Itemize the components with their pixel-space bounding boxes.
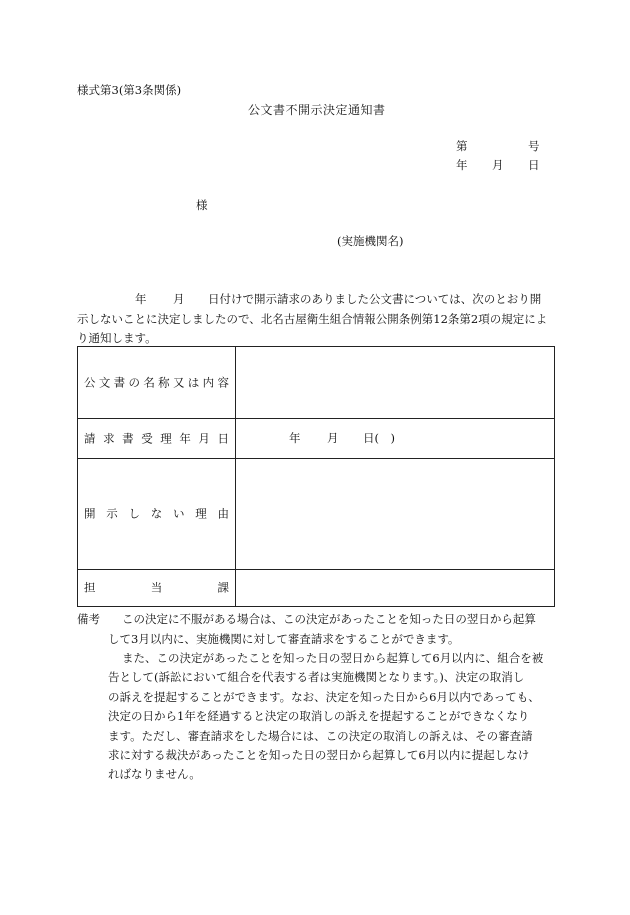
label-char: は bbox=[187, 374, 200, 389]
label-char: 求 bbox=[103, 430, 115, 445]
remarks-line: この決定に不服がある場合は、この決定があったことを知った日の翌日から起算 bbox=[122, 612, 536, 626]
label-char: 容 bbox=[217, 374, 229, 389]
table-value-receipt-date bbox=[236, 419, 554, 458]
label-char: 担 bbox=[84, 580, 96, 595]
label-char: 由 bbox=[217, 506, 229, 521]
remarks-label: 備考 bbox=[77, 612, 100, 626]
table-row-department bbox=[78, 569, 554, 606]
remarks-line: ればなりません。 bbox=[108, 767, 201, 781]
body-request-month: 月 bbox=[173, 292, 185, 306]
table-value-department bbox=[236, 570, 554, 606]
issue-date-day: 日 bbox=[528, 158, 540, 172]
table-value-document-name bbox=[236, 347, 554, 418]
label-char: 示 bbox=[106, 506, 118, 521]
remarks-line: して3月以内に、実施機関に対して審査請求をすることができます。 bbox=[108, 632, 460, 646]
decision-info-table bbox=[77, 346, 555, 607]
remarks-line: の訴えを提起することができます。なお、決定を知った日から6月以内であっても、 bbox=[108, 690, 540, 704]
label-char: し bbox=[128, 506, 140, 521]
label-char: 内 bbox=[202, 374, 215, 389]
label-char: 書 bbox=[122, 430, 134, 445]
document-title: 公文書不開示決定通知書 bbox=[248, 103, 386, 117]
label-char: 当 bbox=[150, 580, 163, 595]
receipt-month: 月 bbox=[327, 430, 339, 445]
label-char: の bbox=[128, 374, 140, 389]
addressee-honorific: 様 bbox=[196, 198, 208, 212]
label-char: 名 bbox=[143, 374, 155, 389]
label-char: い bbox=[173, 506, 185, 521]
remarks-line: ます。ただし、審査請求をした場合には、この決定の取消しの訴えは、その審査請 bbox=[108, 729, 533, 743]
table-value-reason bbox=[236, 459, 554, 569]
remarks-line: 決定の日から1年を経過すると決定の取消しの訴えを提起することができなくなり bbox=[108, 709, 530, 723]
table-label-reason bbox=[78, 459, 236, 569]
table-label-department bbox=[78, 570, 236, 606]
label-chars bbox=[84, 430, 229, 445]
label-char: 課 bbox=[217, 580, 229, 595]
table-row-document-name bbox=[78, 347, 554, 418]
remarks-line: 告として(訴訟において組合を代表する者は実施機関となります。)、決定の取消し bbox=[108, 670, 525, 684]
label-char: 年 bbox=[179, 430, 191, 445]
agency-name: (実施機関名) bbox=[337, 234, 404, 248]
label-char: 又 bbox=[172, 374, 185, 389]
issue-date-year: 年 bbox=[456, 158, 468, 172]
reference-gou: 号 bbox=[528, 139, 540, 153]
label-char: 書 bbox=[113, 374, 126, 389]
receipt-year: 年 bbox=[289, 430, 301, 445]
reference-dai: 第 bbox=[456, 139, 468, 153]
table-label-document-name bbox=[78, 347, 236, 418]
receipt-day: 日( ) bbox=[363, 430, 395, 445]
remarks-line: また、この決定があったことを知った日の翌日から起算して6月以内に、組合を被 bbox=[122, 651, 544, 665]
label-char: 公 bbox=[84, 374, 96, 389]
label-char: 受 bbox=[141, 430, 153, 445]
label-char: 月 bbox=[198, 430, 210, 445]
body-line-2: 示しないことに決定しましたので、北名古屋衛生組合情報公開条例第12条第2項の規定によ bbox=[77, 312, 548, 326]
form-number: 様式第3(第3条関係) bbox=[77, 83, 182, 97]
table-row-reason bbox=[78, 458, 554, 569]
label-char: な bbox=[150, 506, 163, 521]
label-chars bbox=[84, 508, 229, 520]
body-line-1-text: 日付けで開示請求のありました公文書については、次のとおり開 bbox=[208, 292, 542, 306]
table-label-receipt-date bbox=[78, 419, 236, 458]
label-char: 請 bbox=[84, 430, 96, 445]
label-char: 開 bbox=[84, 506, 96, 521]
body-line-3: り通知します。 bbox=[77, 331, 157, 345]
label-chars bbox=[84, 582, 229, 594]
label-char: 理 bbox=[195, 506, 207, 521]
label-char: 理 bbox=[160, 430, 172, 445]
table-row-receipt-date bbox=[78, 418, 554, 458]
label-chars bbox=[84, 374, 229, 389]
label-char: 文 bbox=[98, 374, 111, 389]
label-char: 称 bbox=[158, 374, 170, 389]
issue-date-month: 月 bbox=[492, 158, 504, 172]
label-char: 日 bbox=[217, 430, 229, 445]
body-request-year: 年 bbox=[135, 292, 147, 306]
remarks-line: 求に対する裁決があったことを知った日の翌日から起算して6月以内に提起しなけ bbox=[108, 748, 530, 762]
